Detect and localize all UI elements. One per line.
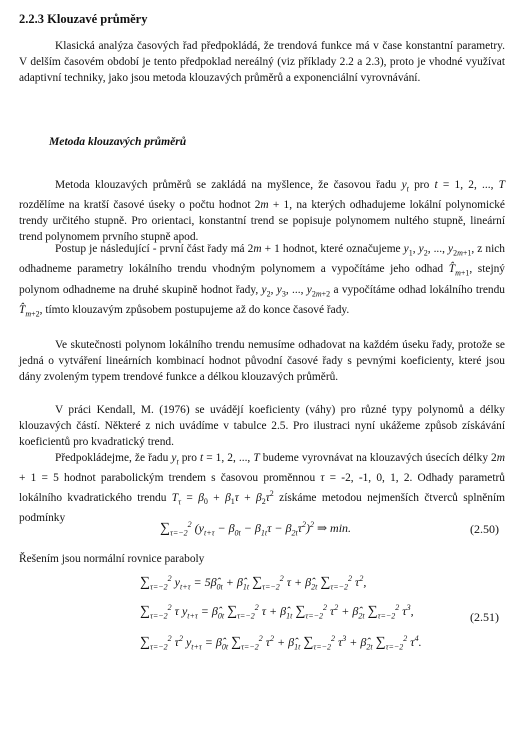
paragraph-6: Řešením jsou normální rovnice paraboly [19, 553, 205, 565]
paragraph-3: Ve skutečnosti polynom lokálního trendu nemusíme odhadovat na každém úseku řady, protože se jedná o vytváření lineárních kombinací hodnot původní časové řady s pevnými koeficienty, které jsou dány zvoleným typem trendové funkce a délkou klouzavých průměrů. [19, 339, 505, 383]
equation-number-2-51: (2.51) [470, 610, 499, 624]
paragraph-1: Metoda klouzavých průměrů se zakládá na myšlence, že časovou řadu $y_t$ pro t = 1, 2, ..., T rozdělíme na kratší časové úseky o počtu hodnot 2m + 1, na kterých odhadujeme lokální polynomické trendy určitého stupně. Pro orientaci, konstantní trend se popisuje polynomem nultého stupně, lineární trend polynomem prvního stupně apod. [19, 179, 506, 244]
equation-number-2-50: (2.50) [470, 522, 499, 536]
section-heading: 2.2.3 Klouzavé průměry [19, 12, 148, 26]
equation-2-50: $\sum_{\tau=-2}^2$ $(y_{t+\tau} - \beta_{0t} - \beta_{1t}\tau - \beta_{2t}\tau^2)^2$ ⇒ min. [160, 520, 352, 538]
subheading: Metoda klouzavých průměrů [49, 135, 187, 148]
equation-2-51-line3: $\sum_{\tau=-2}^2$ $\tau^2$ $y_{t+\tau}$ = $\betâ_{0t}$ $\sum_{\tau=-2}^2$ $\tau^2$ + $\betâ_{1t}$ $\sum_{\tau=-2}^2$ $\tau^3$ + $\betâ_{2t}$ $\sum_{\tau=-2}^2$ $\tau^4$. [140, 634, 422, 652]
paragraph-5: Předpokládejme, že řadu $y_t$ pro t = 1, 2, ..., T budeme vyrovnávat na klouzavých úsecích délky 2m + 1 = 5 hodnot parabolickým trendem s časovou proměnnou τ = -2, -1, 0, 1, 2. Odhady parametrů lokálního kvadratického trendu $T_\tau = \beta_0 + \beta_1\tau + \beta_2\tau^2$ získáme metodou nejmenších čtverců splněním podmínky [19, 452, 506, 525]
equation-2-51-line2: $\sum_{\tau=-2}^2$ τ $y_{t+\tau}$ = $\betâ_{0t}$ $\sum_{\tau=-2}^2$ $\tau + \betâ_{1t}$ $\sum_{\tau=-2}^2$ $\tau^2$ + $\betâ_{2t}$ $\sum_{\tau=-2}^2$ $\tau^3$, [140, 603, 414, 621]
paragraph-4: V práci Kendall, M. (1976) se uvádějí koeficienty (váhy) pro různé typy polynomů a délky klouzavých částí. Některé z nich uvádíme v tabulce 2.5. Pro ilustraci nyní ukážeme způsob získávání koeficientů pro kvadratický trend. [19, 404, 505, 448]
paragraph-2: Postup je následující - první část řady má 2m + 1 hodnot, které označujeme $y_1$, $y_2$, ..., $y_{2m+1}$, z nich odhadneme parametry lokálního trendu vhodným polynomem a vypočítáme jeho odhad $T̂_{m+1}$, stejný polynom odhadneme na druhé skupině hodnot řady, $y_2$, $y_3$, ..., $y_{2m+2}$ a vypočítáme odhad lokálního trendu $T̂_{m+2}$, tímto klouzavým způsobem postupujeme až do konce časové řady. [19, 243, 506, 319]
equation-2-51-line1: $\sum_{\tau=-2}^2$ $y_{t+\tau}$ = $5\betâ_{0t}$ + $\betâ_{1t}$ $\sum_{\tau=-2}^2$ $\tau + \betâ_{2t}$ $\sum_{\tau=-2}^2$ $\tau^2$, [140, 574, 367, 592]
intro-paragraph: Klasická analýza časových řad předpokládá, že trendová funkce má v čase konstantní parametry. V delším časovém období je tento předpoklad nereálný (viz příklady 2.2 a 2.3), proto je vhodné využívat adaptivní techniky, jako jsou metoda klouzavých průměrů a exponenciální vyrovnávání. [19, 40, 505, 84]
